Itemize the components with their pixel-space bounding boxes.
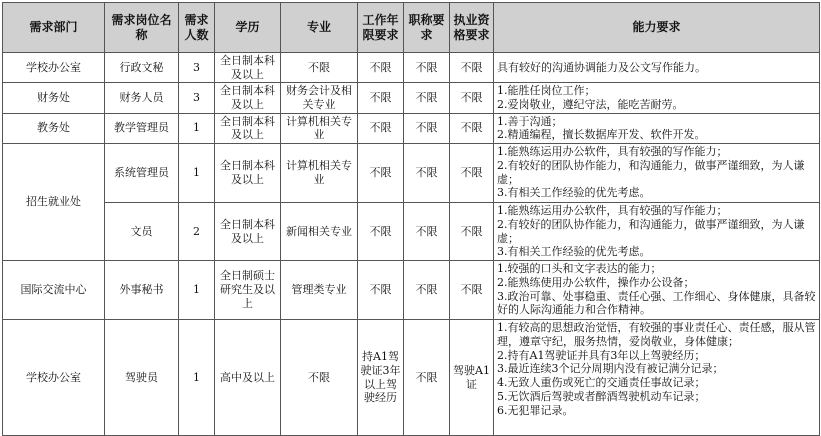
ability-cell [494,83,820,114]
table-row [3,203,820,261]
title-cell: 不限 [404,113,450,144]
ability-line: 1.能熟练运用办公软件，具有较强的写作能力； [497,145,728,158]
title-cell: 不限 [404,203,450,261]
header-count: 需求人数 [179,3,215,53]
ability-line: 具有较好的沟通协调能力及公文写作能力。 [497,60,706,74]
major-cell: 不限 [281,53,358,83]
ability-cell [494,144,820,203]
dept-cell: 教务处 [3,113,105,144]
title-cell: 不限 [404,261,450,320]
ability-line: 1.能熟练运用办公软件，具有较强的写作能力； [497,204,728,217]
count-cell: 2 [179,203,215,261]
ability-line: 5.无饮酒后驾驶或者醉酒驾驶机动车记录； [497,389,706,403]
dept-cell: 学校办公室 [3,53,105,83]
header-ability: 能力要求 [494,3,820,53]
ability-line: 1.有较高的思想政治觉悟，有较强的事业责任心、责任感，服从管理，遵章守纪，服务热情，爱岗敬业，身体健康； [497,321,816,348]
table-row [3,320,820,436]
years-cell: 不限 [358,53,404,83]
position-cell: 财务人员 [105,83,179,114]
count-cell: 1 [179,320,215,436]
title-cell: 不限 [404,320,450,436]
header-years: 工作年限要求 [358,3,404,53]
table-row [3,144,820,203]
dept-cell: 学校办公室 [3,320,105,436]
ability-line: 1.善于沟通； [497,114,563,128]
ability-line: 6.无犯罪记录。 [497,403,574,417]
ability-line: 1.较强的口头和文字表达的能力； [497,262,662,275]
position-cell: 行政文秘 [105,53,179,83]
qualification-cell: 驾驶A1证 [450,320,494,436]
title-cell: 不限 [404,83,450,114]
qualification-cell: 不限 [450,144,494,203]
ability-line: 2.持有A1驾驶证并具有3年以上驾驶经历； [497,348,706,362]
education-cell: 全日制本科及以上 [215,203,281,261]
qualification-cell: 不限 [450,53,494,83]
education-cell: 全日制本科及以上 [215,144,281,203]
education-cell: 全日制本科及以上 [215,53,281,83]
ability-cell [494,113,820,144]
count-cell: 1 [179,144,215,203]
header-dept: 需求部门 [3,3,105,53]
header-education: 学历 [215,3,281,53]
dept-cell: 招生就业处 [3,144,105,261]
education-cell: 高中及以上 [215,320,281,436]
title-cell: 不限 [404,144,450,203]
position-cell: 驾驶员 [105,320,179,436]
ability-line: 3.政治可靠、处事稳重、责任心强、工作细心、身体健康，具备较好的人际沟通能力和合作精神。 [497,289,816,317]
years-cell: 不限 [358,203,404,261]
major-cell: 新闻相关专业 [281,203,358,261]
qualification-cell: 不限 [450,83,494,114]
ability-line: 3.有相关工作经验的优先考虑。 [497,245,651,259]
count-cell: 1 [179,261,215,320]
education-cell: 全日制本科及以上 [215,83,281,114]
ability-line: 2.爱岗敬业，遵纪守法，能吃苦耐劳。 [497,97,684,111]
ability-cell [494,203,820,261]
table-row [3,113,820,144]
major-cell: 计算机相关专业 [281,144,358,203]
header-title: 职称要求 [404,3,450,53]
count-cell: 1 [179,113,215,144]
count-cell: 3 [179,53,215,83]
major-cell: 不限 [281,320,358,436]
header-qualification: 执业资格要求 [450,3,494,53]
ability-line: 3.有相关工作经验的优先考虑。 [497,186,651,200]
education-cell: 全日制硕士研究生及以上 [215,261,281,320]
ability-line: 2.有较好的团队协作能力，和沟通能力，做事严谨细致，为人谦虚； [497,158,805,186]
table-row [3,53,820,83]
position-cell: 系统管理员 [105,144,179,203]
ability-line: 2.有较好的团队协作能力，和沟通能力，做事严谨细致，为人谦虚； [497,217,805,245]
position-cell: 外事秘书 [105,261,179,320]
years-cell: 不限 [358,261,404,320]
ability-cell [494,320,820,436]
years-cell: 不限 [358,83,404,114]
ability-line: 2.能熟练使用办公软件，操作办公设备； [497,275,695,289]
qualification-cell: 不限 [450,113,494,144]
qualification-cell: 不限 [450,261,494,320]
ability-line: 4.无致人重伤或死亡的交通责任事故记录； [497,376,706,389]
major-cell: 财务会计及相关专业 [281,83,358,114]
ability-cell [494,53,820,83]
dept-cell: 国际交流中心 [3,261,105,320]
major-cell: 管理类专业 [281,261,358,320]
position-cell: 文员 [105,203,179,261]
qualification-cell: 不限 [450,203,494,261]
major-cell: 计算机相关专业 [281,113,358,144]
ability-line: 2.精通编程，擅长数据库开发、软件开发。 [497,128,706,142]
header-row [3,3,820,53]
table-row [3,83,820,114]
count-cell: 3 [179,83,215,114]
table-row [3,261,820,320]
years-cell: 不限 [358,113,404,144]
recruitment-table [2,2,820,436]
years-cell: 不限 [358,144,404,203]
dept-cell: 财务处 [3,83,105,114]
position-cell: 教学管理员 [105,113,179,144]
title-cell: 不限 [404,53,450,83]
ability-line: 1.能胜任岗位工作； [497,84,596,97]
ability-line: 3.最近连续3个记分周期内没有被记满分记录； [497,362,724,376]
education-cell: 全日制本科及以上 [215,113,281,144]
header-position: 需求岗位名称 [105,3,179,53]
ability-cell [494,261,820,320]
years-cell: 持A1驾驶证3年以上驾驶经历 [358,320,404,436]
header-major: 专业 [281,3,358,53]
